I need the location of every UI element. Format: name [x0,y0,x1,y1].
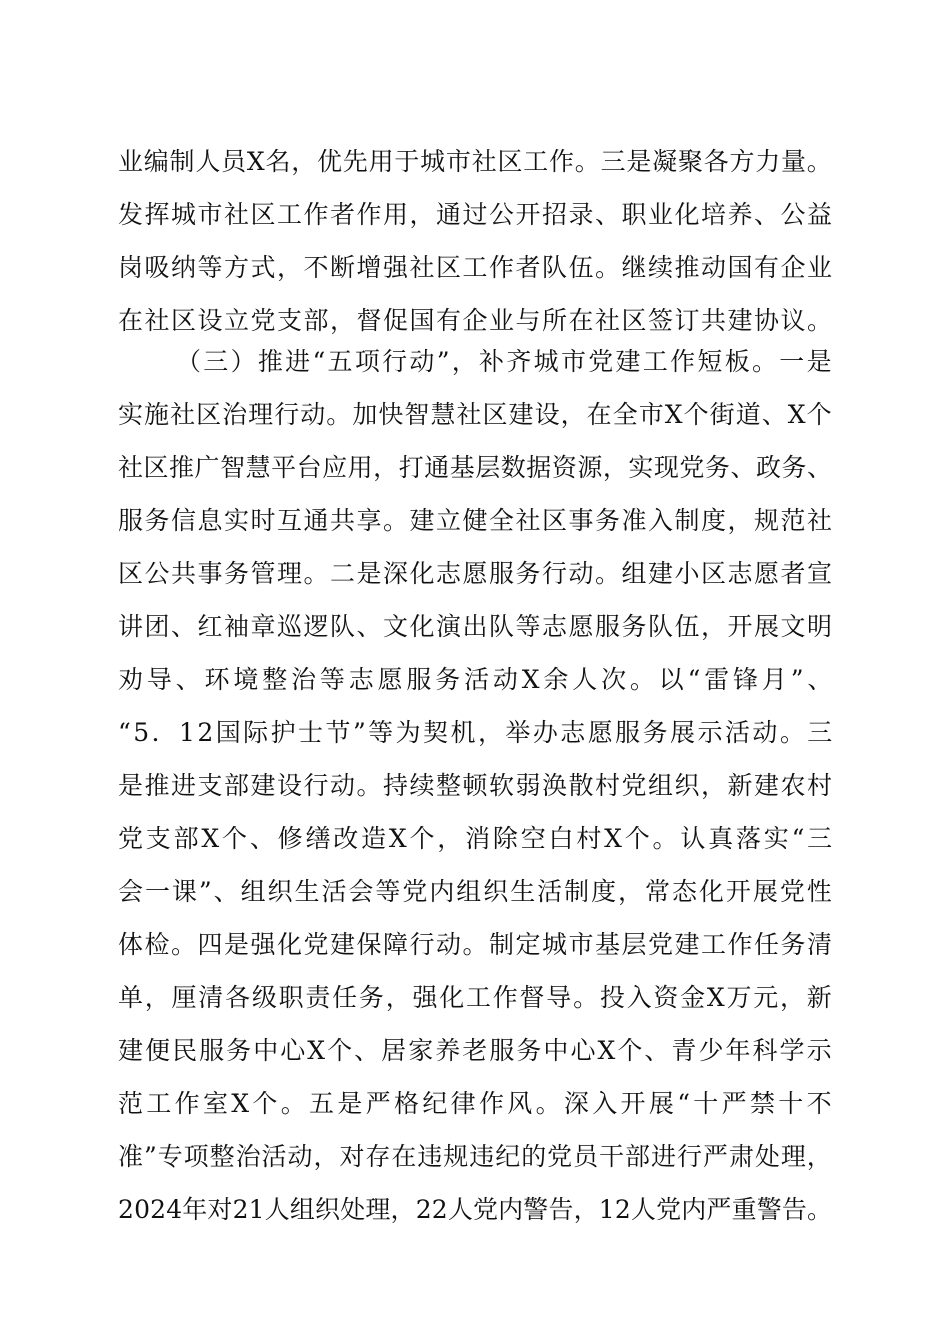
text-line-14: 党支部X个、修缮改造X个，消除空白村X个。认真落实“三 [118,824,835,853]
text-line-3: 岗吸纳等方式，不断增强社区工作者队伍。继续推动国有企业 [118,253,834,282]
text-line-15: 会一课”、组织生活会等党内组织生活制度，常态化开展党性 [118,877,834,906]
text-line-17: 单，厘清各级职责任务，强化工作督导。投入资金X万元，新 [118,983,834,1012]
text-line-4: 在社区设立党支部，督促国有企业与所在社区签订共建协议。 [118,306,834,335]
text-line-19: 范工作室X个。五是严格纪律作风。深入开展“十严禁十不 [118,1089,835,1118]
text-line-10: 讲团、红袖章巡逻队、文化演出队等志愿服务队伍，开展文明 [118,612,834,641]
text-line-7: 社区推广智慧平台应用，打通基层数据资源，实现党务、政务、 [118,453,833,482]
text-line-6: 实施社区治理行动。加快智慧社区建设，在全市X个街道、X个 [118,400,833,429]
text-line-11: 劝导、环境整治等志愿服务活动X余人次。以“雷锋月”、 [118,665,837,694]
text-line-16: 体检。四是强化党建保障行动。制定城市基层党建工作任务清 [118,930,834,959]
text-line-20: 准”专项整治活动，对存在违规违纪的党员干部进行严肃处理， [118,1142,833,1171]
text-line-9: 区公共事务管理。二是深化志愿服务行动。组建小区志愿者宣 [118,559,834,588]
text-line-1: 业编制人员X名，优先用于城市社区工作。三是凝聚各方力量。 [118,147,833,176]
text-line-18: 建便民服务中心X个、居家养老服务中心X个、青少年科学示 [118,1036,834,1065]
text-line-8: 服务信息实时互通共享。建立健全社区事务准入制度，规范社 [118,506,834,535]
text-line-13: 是推进支部建设行动。持续整顿软弱涣散村党组织，新建农村 [118,771,834,800]
text-line-2: 发挥城市社区工作者作用，通过公开招录、职业化培养、公益 [118,200,834,229]
text-line-12: “5．12国际护士节”等为契机，举办志愿服务展示活动。三 [118,718,835,747]
text-line-21: 2024年对21人组织处理，22人党内警告，12人党内严重警告。 [118,1195,833,1224]
section-heading-line: （三）推进“五项行动”，补齐城市党建工作短板。一是 [176,347,834,376]
